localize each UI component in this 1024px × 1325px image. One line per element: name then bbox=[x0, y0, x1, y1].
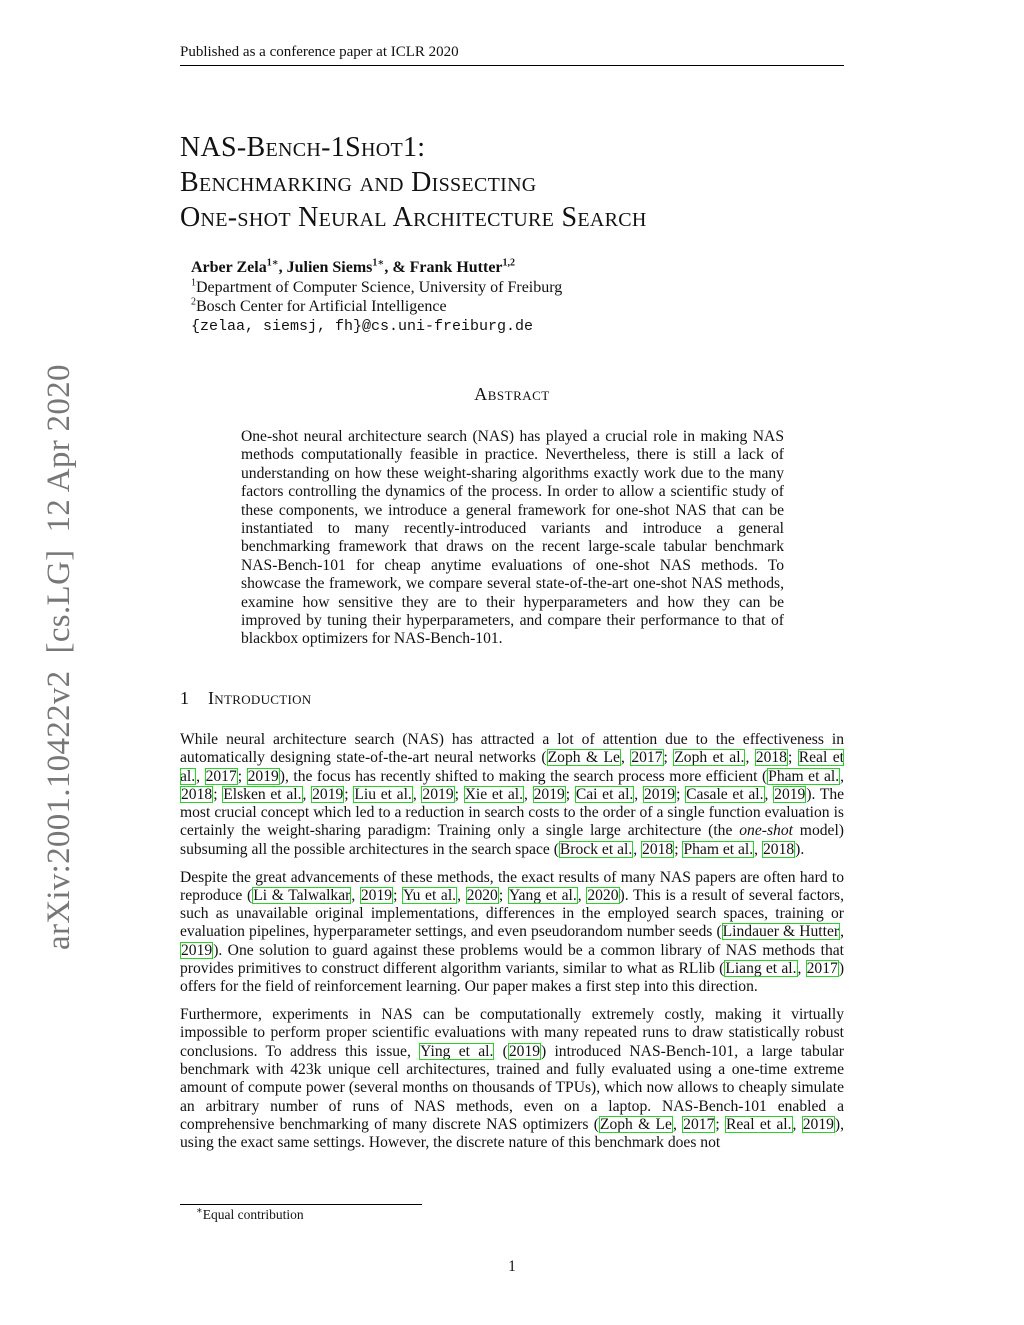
paragraph-1: While neural architecture search (NAS) has attracted a lot of attention due to the effectiveness in automatically designing state-of-the-art neural networks (Zoph & Le, 2017; Zoph et al., 2018; Real et al., 2017; 2019), the focus has recently shifted to making the search process more efficient (Pham et al., 2018; Elsken et al., 2019; Liu et al., 2019; Xie et al., 2019; Cai et al., 2019; Casale et al., 2019). The most crucial concept which led to a reduction in search costs to the order of a single function evaluation is certainly the weight-sharing paradigm: Training only a single large architecture (the one-shot model) subsuming all the possible architectures in the search space (Brock et al., 2018; Pham et al., 2018). bbox=[180, 731, 845, 858]
citation-link[interactable]: 2019 bbox=[422, 785, 454, 803]
arxiv-stamp[interactable] bbox=[41, 350, 77, 950]
footnote bbox=[196, 1207, 304, 1223]
title-line-3: One-shot Neural Architecture Search bbox=[180, 202, 647, 233]
footnote-text: Equal contribution bbox=[202, 1207, 304, 1222]
title-line-1: NAS-Bench-1Shot1: bbox=[180, 132, 426, 163]
footnote-rule bbox=[180, 1204, 422, 1205]
arxiv-id[interactable]: arXiv:2001.10422v2 [cs.LG] 12 Apr 2020 bbox=[41, 364, 77, 950]
abstract-text: One-shot neural architecture search (NAS) has played a crucial role in making NAS methods computationally feasible in practice. Nevertheless, there is still a lack of understanding on how these weight-sharing algorithms exactly work due to the many factors controlling the dynamics of the process. In order to allow a scientific study of these components, we introduce a general framework for one-shot NAS that can be instantiated to many recently-introduced variants and introduce a general benchmarking framework that draws on the recent large-scale tabular benchmark NAS-Bench-101 for cheap anytime evaluations of one-shot NAS methods. To showcase the framework, we compare several state-of-the-art one-shot NAS methods, examine how sensitive they are to their hyperparameters and how they can be improved by tuning their hyperparameters, and compare their performance to that of blackbox optimizers for NAS-Bench-101. bbox=[241, 428, 784, 648]
citation-link[interactable]: Real et al. bbox=[725, 1115, 792, 1133]
author-emails: {zelaa, siemsj, fh}@cs.uni-freiburg.de bbox=[191, 317, 534, 335]
citation-link[interactable]: Zoph & Le bbox=[599, 1115, 672, 1133]
citation-link[interactable]: Brock et al. bbox=[559, 840, 633, 858]
running-header: Published as a conference paper at ICLR 2020 bbox=[180, 44, 844, 66]
citation-link[interactable]: 2018 bbox=[181, 785, 213, 803]
citation-link[interactable]: 2019 bbox=[360, 886, 393, 904]
citation-link[interactable]: 2018 bbox=[762, 840, 795, 858]
citation-link[interactable]: Zoph et al. bbox=[674, 749, 745, 767]
citation-link[interactable]: 2019 bbox=[774, 785, 806, 803]
citation-link[interactable]: 2019 bbox=[312, 785, 344, 803]
page-number: 1 bbox=[508, 1258, 516, 1275]
citation-link[interactable]: Cai et al. bbox=[575, 785, 634, 803]
citation-link[interactable]: Liang et al. bbox=[725, 960, 797, 978]
paragraph-3: Furthermore, experiments in NAS can be computationally extremely costly, making it virtually impossible to perform proper scientific evaluations with many repeated runs to draw statistically robust conclusions. To address this issue, Ying et al. (2019) introduced NAS-Bench-101, a large tabular benchmark with 423k unique cell architectures, trained and fully evaluated using a one-time extreme amount of compute power (several months on thousands of TPUs), which now allows to cheaply simulate an arbitrary number of runs of NAS methods, even on a laptop. NAS-Bench-101 enabled a comprehensive benchmarking of many discrete NAS optimizers (Zoph & Le, 2017; Real et al., 2019), using the exact same settings. However, the discrete nature of this benchmark does not bbox=[180, 1006, 845, 1152]
citation-link[interactable]: 2019 bbox=[181, 941, 213, 959]
citation-link[interactable]: 2018 bbox=[755, 749, 787, 767]
citation-link[interactable]: Liu et al. bbox=[354, 785, 412, 803]
author-names: Arber Zela$^{1∗}$, Julien Siems$^{1∗}$, & Frank Hutter$^{1,2}$ bbox=[191, 257, 516, 276]
citation-link[interactable]: 2018 bbox=[642, 840, 674, 858]
author-block bbox=[191, 258, 831, 336]
citation-link[interactable]: 2019 bbox=[533, 785, 565, 803]
body-text bbox=[180, 731, 844, 1162]
citation-link[interactable]: 2017 bbox=[683, 1115, 715, 1133]
citation-link[interactable]: Ying et al. bbox=[420, 1042, 494, 1060]
citation-link[interactable]: 2019 bbox=[247, 767, 279, 785]
citation-link[interactable]: Xie et al. bbox=[464, 785, 523, 803]
affiliation-1: $^1$Department of Computer Science, University of Freiburg bbox=[191, 277, 563, 296]
section-heading bbox=[180, 688, 311, 709]
author-2: Julien Siems bbox=[286, 259, 373, 276]
citation-link[interactable]: Pham et al. bbox=[768, 767, 840, 785]
citation-link[interactable]: 2019 bbox=[802, 1115, 834, 1133]
citation-link[interactable]: Lindauer & Hutter bbox=[722, 923, 840, 941]
section-number: 1 bbox=[180, 688, 190, 708]
citation-link[interactable]: Zoph & Le bbox=[547, 749, 620, 767]
title-line-2: Benchmarking and Dissecting bbox=[180, 167, 537, 198]
citation-link[interactable]: 2017 bbox=[806, 960, 838, 978]
footnote-mark: ∗ bbox=[196, 1205, 203, 1217]
paragraph-2: Despite the great advancements of these methods, the exact results of many NAS papers are often hard to reproduce (Li & Talwalkar, 2019; Yu et al., 2020; Yang et al., 2020). This is a result of several factors, such as unavailable original implementations, differences in the employed search spaces, training or evaluation pipelines, hyperparameter settings, and even pseudorandom number seeds (Lindauer & Hutter, 2019). One solution to guard against these problems would be a common library of NAS methods that provides primitives to construct different algorithm variants, similar to what as RLlib (Liang et al., 2017) offers for the field of reinforcement learning. Our paper makes a first step into this direction. bbox=[180, 868, 845, 996]
citation-link[interactable]: 2017 bbox=[205, 767, 237, 785]
citation-link[interactable]: Casale et al. bbox=[686, 785, 764, 803]
paper-title bbox=[180, 130, 844, 235]
emphasis: one-shot bbox=[739, 822, 793, 840]
citation-link[interactable]: 2020 bbox=[466, 886, 498, 904]
citation-link[interactable]: Elsken et al. bbox=[223, 785, 302, 803]
citation-link[interactable]: Pham et al. bbox=[683, 840, 754, 858]
author-1: Arber Zela bbox=[191, 259, 267, 276]
citation-link[interactable]: Li & Talwalkar bbox=[253, 886, 351, 904]
citation-link[interactable]: 2019 bbox=[643, 785, 676, 803]
citation-link[interactable]: Yang et al. bbox=[508, 886, 577, 904]
section-title: Introduction bbox=[208, 688, 312, 708]
citation-link[interactable]: Yu et al. bbox=[403, 886, 457, 904]
abstract-heading: Abstract bbox=[474, 384, 550, 404]
citation-link[interactable]: 2019 bbox=[508, 1042, 541, 1060]
affiliation-2: $^2$Bosch Center for Artificial Intelligence bbox=[191, 296, 447, 315]
citation-link[interactable]: 2020 bbox=[587, 886, 619, 904]
citation-link[interactable]: Real et al. bbox=[180, 749, 844, 785]
author-3: Frank Hutter bbox=[409, 259, 503, 276]
citation-link[interactable]: 2017 bbox=[631, 749, 663, 767]
